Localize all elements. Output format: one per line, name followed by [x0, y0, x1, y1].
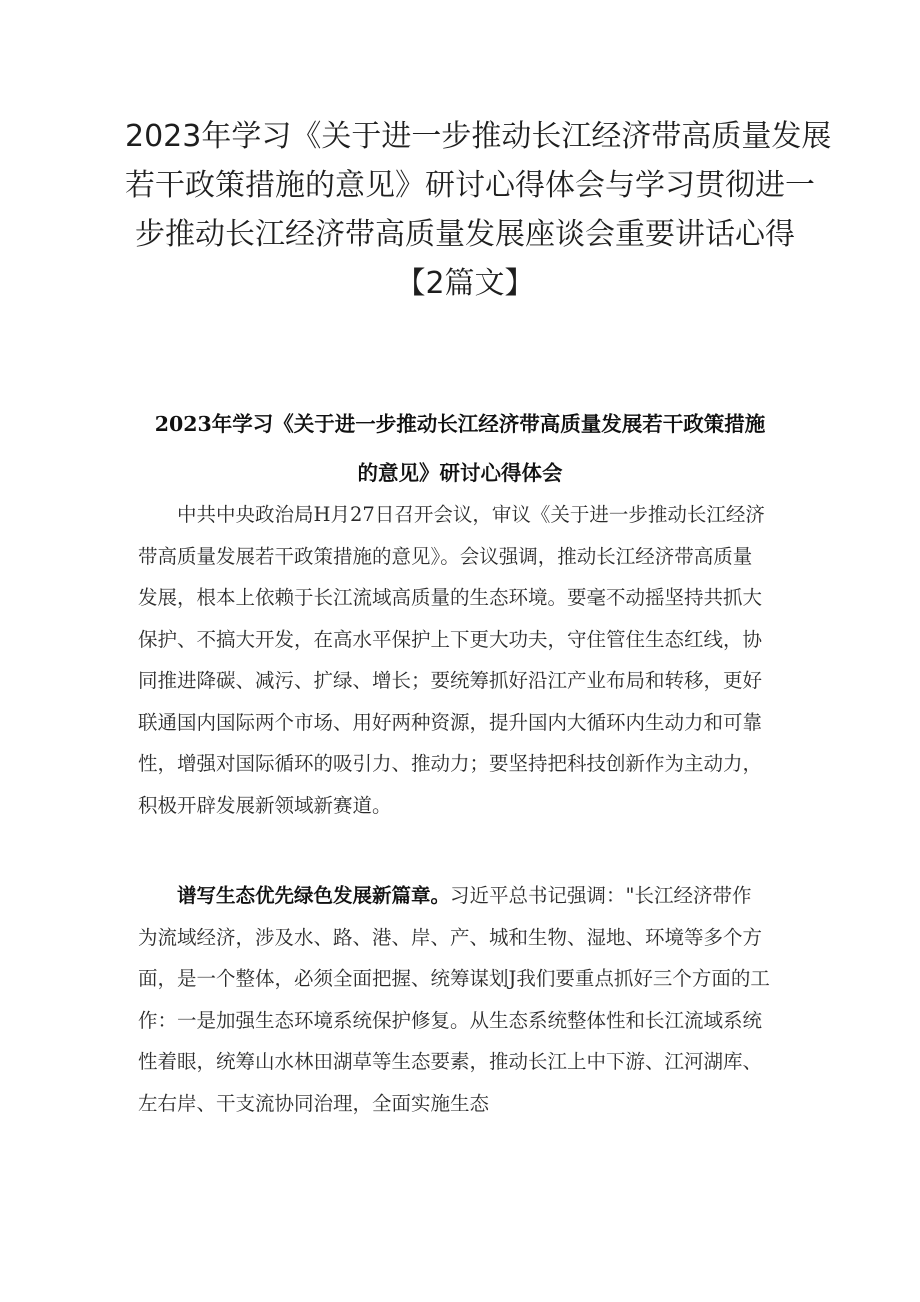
- paragraph-line: 性，增强对国际循环的吸引力、推动力；要坚持把科技创新作为主动力，: [138, 752, 763, 775]
- paragraph-1: [138, 494, 792, 826]
- paragraph-line: 发展，根本上依赖于长江流域高质量的生态环境。要毫不动摇坚持共抓大: [138, 586, 763, 609]
- paragraph-line: 性着眼，统筹山水林田湖草等生态要素，推动长江上中下游、江河湖库、: [138, 1050, 763, 1073]
- paragraph-lead-heading: 谱写生态优先绿色发展新篇章。: [138, 884, 451, 907]
- paragraph-line: 联通国内国际两个市场、用好两种资源，提升国内大循环内生动力和可靠: [138, 710, 763, 734]
- paragraph-2: [138, 875, 792, 1124]
- main-title-line: 若干政策措施的意见》研讨心得体会与学习贯彻进一: [125, 168, 815, 203]
- section-title: [130, 400, 790, 498]
- paragraph-line: 保护、不搞大开发，在高水平保护上下更大功夫，守住管住生态红线，协: [138, 627, 763, 651]
- paragraph-line: 作：一是加强生态环境系统保护修复。从生态系统整体性和长江流域系统: [138, 1008, 763, 1032]
- paragraph-line: 同推进降碳、减污、扩绿、增长；要统筹抓好沿江产业布局和转移，更好: [138, 669, 763, 692]
- paragraph-line-rest: 习近平总书记强调："长江经济带作: [450, 884, 752, 907]
- document-main-title: [125, 112, 832, 308]
- paragraph-line: 面，是一个整体，必须全面把握、统筹谋划J我们要重点抓好三个方面的工: [138, 967, 770, 990]
- paragraph-line: 左右岸、干支流协同治理，全面实施生态: [138, 1091, 490, 1115]
- paragraph-first-line: [138, 875, 792, 917]
- paragraph-line: 积极开辟发展新领域新赛道。: [138, 793, 392, 817]
- main-title-line: 【2篇文】: [395, 266, 535, 301]
- main-title-line: 步推动长江经济带高质量发展座谈会重要讲话心得: [135, 217, 795, 252]
- main-title-line: 2023年学习《关于进一步推动长江经济带高质量发展: [125, 119, 832, 154]
- paragraph-line: 带高质量发展若干政策措施的意见》。会议强调，推动长江经济带高质量: [138, 544, 753, 568]
- paragraph-line: 为流域经济，涉及水、路、港、岸、产、城和生物、湿地、环境等多个方: [138, 925, 763, 949]
- section-title-line: 的意见》研讨心得体会: [357, 461, 563, 485]
- section-title-line: 2023年学习《关于进一步推动长江经济带高质量发展若干政策措施: [154, 412, 766, 436]
- paragraph-line: 中共中央政治局H月27日召开会议，审议《关于进一步推动长江经济: [138, 503, 765, 526]
